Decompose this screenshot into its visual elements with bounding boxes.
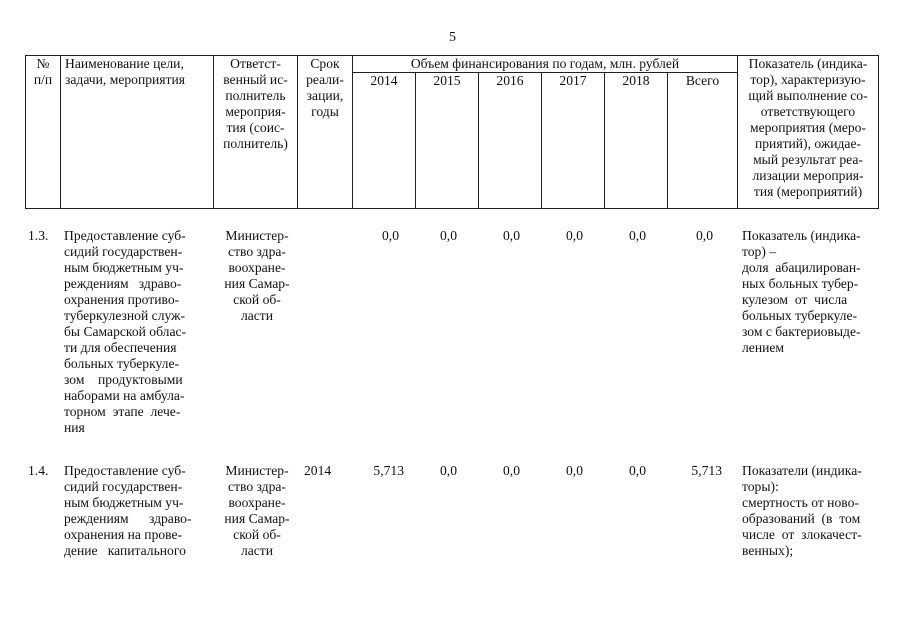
row-executor: Министер- ство здра- воохране- ния Самар- ской об- ласти xyxy=(224,463,290,558)
table-body xyxy=(25,228,880,583)
header-year-2015: 2015 xyxy=(416,73,479,209)
header-year-2014: 2014 xyxy=(353,73,416,209)
row-name: Предоставление суб- сидий государствен- ным бюджетным уч- реждениям здраво- охранения на прове- дение капитального xyxy=(64,463,192,558)
header-col-name: Наименование цели, задачи, мероприятия xyxy=(61,56,214,209)
row-indicator: Показатели (индика- торы): смертность от ново- образований (в том числе от злокачест- венных); xyxy=(742,463,862,558)
row-indicator: Показатель (индика- тор) – доля абацилирован- ных больных тубер- кулезом от числа больных туберкуле- зом с бактериовыде- лением xyxy=(742,228,861,355)
row-value-2017: 0,0 xyxy=(566,463,583,478)
row-value-2016: 0,0 xyxy=(503,463,520,478)
header-year-2016: 2016 xyxy=(479,73,542,209)
row-executor: Министер- ство здра- воохране- ния Самар- ской об- ласти xyxy=(224,228,290,323)
table-row xyxy=(25,228,880,463)
header-year-2017: 2017 xyxy=(542,73,605,209)
row-value-2015: 0,0 xyxy=(440,228,457,243)
row-value-2018: 0,0 xyxy=(629,228,646,243)
row-value-2015: 0,0 xyxy=(440,463,457,478)
header-col-term: Срок реали- зации, годы xyxy=(298,56,353,209)
table-header xyxy=(25,55,879,209)
row-number: 1.3. xyxy=(28,228,49,243)
row-value-2014: 5,713 xyxy=(373,463,404,478)
row-number: 1.4. xyxy=(28,463,49,478)
page-number: 5 xyxy=(449,30,456,45)
row-value-2017: 0,0 xyxy=(566,228,583,243)
header-col-indicator: Показатель (индика- тор), характеризую- щий выполнение со- ответствующего мероприятия (меро- приятий), ожидае- мый результат реа- лизации мероприя- тия (мероприятий) xyxy=(738,56,879,209)
row-value-2016: 0,0 xyxy=(503,228,520,243)
row-value-2014: 0,0 xyxy=(382,228,399,243)
row-value-total: 5,713 xyxy=(691,463,722,478)
header-col-funding: Объем финансирования по годам, млн. рублей xyxy=(353,56,738,73)
row-name: Предоставление суб- сидий государствен- ным бюджетным уч- реждениям здраво- охранения противо- туберкулезной служ- бы Самарской облас- ти для обеспечения больных туберкуле- зом продуктовыми наборами на амбула- торном этапе лече- ния xyxy=(64,228,187,435)
row-term: 2014 xyxy=(304,463,332,478)
table-row xyxy=(25,463,880,583)
header-col-no: № п/п xyxy=(26,56,61,209)
header-year-total: Всего xyxy=(668,73,738,209)
row-value-total: 0,0 xyxy=(696,228,713,243)
header-year-2018: 2018 xyxy=(605,73,668,209)
header-col-executor: Ответст- венный ис- полнитель мероприя- тия (соис- полнитель) xyxy=(214,56,298,209)
row-value-2018: 0,0 xyxy=(629,463,646,478)
